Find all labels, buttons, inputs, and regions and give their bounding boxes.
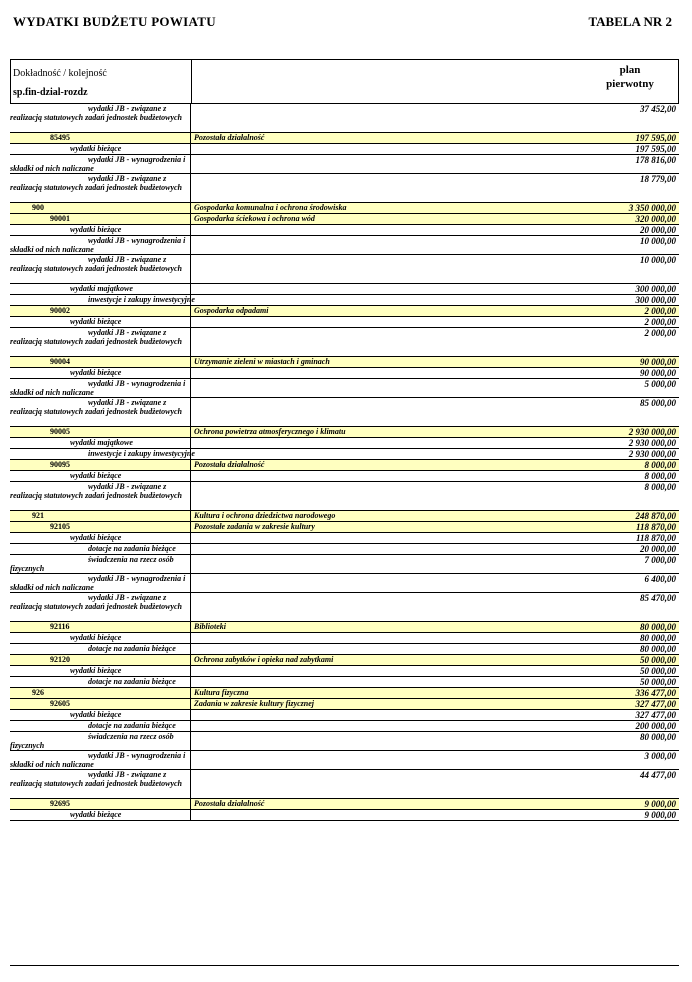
row-plan-value: 2 930 000,00 [628, 449, 676, 459]
row-plan-value: 10 000,00 [640, 255, 676, 265]
row-kind: wydatki JB - wynagrodzenia i składki od nich naliczane [10, 379, 186, 397]
row-code-cell [10, 357, 191, 367]
row-plan-value: 118 870,00 [635, 533, 676, 543]
row-name: Ochrona powietrza atmosferycznego i klimatu [194, 427, 346, 436]
row-plan-value: 80 000,00 [640, 644, 676, 654]
row-plan-value: 10 000,00 [640, 236, 676, 246]
row-kind: wydatki JB - związane z realizacją statutowych zadań jednostek budżetowych [10, 770, 183, 788]
row-plan-value: 80 000,00 [640, 633, 676, 643]
row-kind: wydatki bieżące [70, 810, 122, 819]
row-plan-value: 300 000,00 [635, 284, 676, 294]
row-plan-value: 197 595,00 [635, 133, 676, 143]
row-name: Pozostałe zadania w zakresie kultury [194, 522, 315, 531]
row-code: 92120 [50, 655, 70, 664]
expense-row [10, 593, 679, 622]
budget-table [10, 59, 679, 821]
row-plan-value: 90 000,00 [640, 357, 676, 367]
row-plan-value: 2 930 000,00 [628, 438, 676, 448]
row-plan-value: 50 000,00 [640, 655, 676, 665]
section-row [10, 799, 679, 810]
row-code-cell [10, 133, 191, 143]
row-kind: wydatki bieżące [70, 633, 122, 642]
row-kind: świadczenia na rzecz osób fizycznych [10, 732, 174, 750]
row-name: Zadania w zakresie kultury fizycznej [194, 699, 315, 708]
row-kind: wydatki bieżące [70, 666, 122, 675]
row-plan-value: 8 000,00 [644, 482, 676, 492]
row-plan-value: 197 595,00 [635, 144, 676, 154]
row-plan-value: 3 350 000,00 [628, 203, 676, 213]
row-kind: wydatki JB - związane z realizacją statutowych zadań jednostek budżetowych [10, 174, 183, 192]
row-plan-value: 6 400,00 [644, 574, 676, 584]
row-kind: wydatki JB - wynagrodzenia i składki od nich naliczane [10, 236, 186, 254]
row-plan-value: 118 870,00 [635, 522, 676, 532]
row-plan-value: 85 000,00 [640, 398, 676, 408]
code-column-header [11, 60, 192, 103]
row-kind: wydatki JB - związane z realizacją statutowych zadań jednostek budżetowych [10, 328, 183, 346]
row-code-cell [10, 214, 191, 224]
row-name: Pozostała działalność [194, 460, 265, 469]
row-plan-value: 327 477,00 [635, 699, 676, 709]
row-plan-value: 20 000,00 [640, 225, 676, 235]
row-plan-value: 50 000,00 [640, 677, 676, 687]
expense-row [10, 398, 679, 427]
row-code: 90001 [50, 214, 70, 223]
expense-row [10, 482, 679, 511]
plan-column-header [590, 63, 670, 91]
row-plan-value: 85 470,00 [640, 593, 676, 603]
row-plan-value: 90 000,00 [640, 368, 676, 378]
row-plan-value: 2 000,00 [644, 317, 676, 327]
row-plan-value: 2 000,00 [644, 306, 676, 316]
row-kind: dotacje na zadania bieżące [88, 721, 176, 730]
expense-row [10, 155, 679, 174]
row-kind: świadczenia na rzecz osób fizycznych [10, 555, 174, 573]
row-kind: wydatki JB - związane z realizacją statutowych zadań jednostek budżetowych [10, 104, 183, 122]
row-kind: wydatki JB - związane z realizacją statutowych zadań jednostek budżetowych [10, 398, 183, 416]
expense-row [10, 555, 679, 574]
row-plan-value: 7 000,00 [644, 555, 676, 565]
row-kind: wydatki bieżące [70, 471, 122, 480]
expense-row [10, 104, 679, 133]
row-plan-value: 8 000,00 [644, 471, 676, 481]
row-plan-value: 2 000,00 [644, 328, 676, 338]
section-row [10, 133, 679, 144]
section-row [10, 522, 679, 533]
row-name: Ochrona zabytków i opieka nad zabytkami [194, 655, 334, 664]
expense-row [10, 732, 679, 751]
row-kind: wydatki JB - związane z realizacją statutowych zadań jednostek budżetowych [10, 255, 183, 273]
row-code: 92695 [50, 799, 70, 808]
row-name: Gospodarka komunalna i ochrona środowiska [194, 203, 347, 212]
row-plan-value: 178 816,00 [635, 155, 676, 165]
row-kind: wydatki bieżące [70, 317, 122, 326]
row-kind: wydatki JB - wynagrodzenia i składki od nich naliczane [10, 751, 186, 769]
row-kind: inwestycje i zakupy inwestycyjne [88, 449, 195, 458]
row-plan-value: 80 000,00 [640, 622, 676, 632]
row-code: 92605 [50, 699, 70, 708]
row-code-cell [10, 306, 191, 316]
row-plan-value: 44 477,00 [640, 770, 676, 780]
row-name: Kultura i ochrona dziedzictwa narodowego [194, 511, 336, 520]
expense-row [10, 633, 679, 644]
row-code: 921 [32, 511, 44, 520]
expense-row [10, 644, 679, 655]
row-code-cell [10, 427, 191, 437]
page-title: WYDATKI BUDŻETU POWIATU [13, 14, 216, 29]
row-plan-value: 37 452,00 [640, 104, 676, 114]
table-number: TABELA NR 2 [588, 14, 672, 29]
row-name: Pozostała działalność [194, 799, 265, 808]
expense-row [10, 810, 679, 821]
expense-row [10, 770, 679, 799]
expense-row [10, 471, 679, 482]
code-label: sp.fin-dzial-rozdz [13, 87, 88, 98]
row-kind: wydatki bieżące [70, 368, 122, 377]
row-code-cell [10, 799, 191, 809]
expense-row [10, 677, 679, 688]
row-kind: dotacje na zadania bieżące [88, 644, 176, 653]
row-kind: wydatki JB - wynagrodzenia i składki od nich naliczane [10, 155, 186, 173]
expense-row [10, 174, 679, 203]
row-code-cell [10, 460, 191, 470]
expense-row [10, 438, 679, 449]
row-kind: wydatki bieżące [70, 533, 122, 542]
expense-row [10, 751, 679, 770]
section-row [10, 214, 679, 225]
expense-row [10, 666, 679, 677]
row-code: 92116 [50, 622, 70, 631]
row-code: 92105 [50, 522, 70, 531]
row-code: 90002 [50, 306, 70, 315]
plan-label-line1: plan [619, 64, 641, 76]
section-row [10, 655, 679, 666]
row-kind: wydatki majątkowe [70, 284, 133, 293]
expense-row [10, 255, 679, 284]
expense-row [10, 721, 679, 732]
row-name: Gospodarka ściekowa i ochrona wód [194, 214, 315, 223]
row-code: 90095 [50, 460, 70, 469]
row-plan-value: 200 000,00 [635, 721, 676, 731]
section-row [10, 306, 679, 317]
row-plan-value: 8 000,00 [644, 460, 676, 470]
section-row [10, 622, 679, 633]
expense-row [10, 317, 679, 328]
row-code-cell [10, 655, 191, 665]
expense-row [10, 574, 679, 593]
row-plan-value: 336 477,00 [635, 688, 676, 698]
expense-row [10, 328, 679, 357]
row-name: Kultura fizyczna [194, 688, 249, 697]
row-plan-value: 80 000,00 [640, 732, 676, 742]
expense-row [10, 236, 679, 255]
row-plan-value: 2 930 000,00 [628, 427, 676, 437]
row-kind: wydatki bieżące [70, 225, 122, 234]
row-kind: dotacje na zadania bieżące [88, 544, 176, 553]
row-plan-value: 9 000,00 [644, 799, 676, 809]
detail-label: Dokładność / kolejność [13, 68, 107, 79]
plan-label-line2: pierwotny [606, 78, 654, 90]
row-kind: wydatki JB - związane z realizacją statutowych zadań jednostek budżetowych [10, 593, 183, 611]
expense-row [10, 368, 679, 379]
row-kind: inwestycje i zakupy inwestycyjne [88, 295, 195, 304]
row-plan-value: 18 779,00 [640, 174, 676, 184]
row-kind: wydatki JB - związane z realizacją statutowych zadań jednostek budżetowych [10, 482, 183, 500]
row-plan-value: 50 000,00 [640, 666, 676, 676]
row-plan-value: 248 870,00 [635, 511, 676, 521]
row-plan-value: 20 000,00 [640, 544, 676, 554]
row-kind: wydatki bieżące [70, 710, 122, 719]
expense-row [10, 284, 679, 295]
row-code-cell [10, 699, 191, 709]
column-header [10, 59, 679, 104]
section-row [10, 460, 679, 471]
expense-row [10, 144, 679, 155]
row-plan-value: 3 000,00 [644, 751, 676, 761]
table-body [10, 104, 679, 821]
expense-row [10, 379, 679, 398]
row-code: 926 [32, 688, 44, 697]
row-plan-value: 9 000,00 [644, 810, 676, 820]
row-plan-value: 300 000,00 [635, 295, 676, 305]
expense-row [10, 544, 679, 555]
row-name: Gospodarka odpadami [194, 306, 269, 315]
row-code-cell [10, 622, 191, 632]
row-plan-value: 327 477,00 [635, 710, 676, 720]
row-kind: wydatki majątkowe [70, 438, 133, 447]
section-row [10, 699, 679, 710]
row-code: 90004 [50, 357, 70, 366]
row-kind: wydatki bieżące [70, 144, 122, 153]
row-code-cell [10, 522, 191, 532]
section-row [10, 357, 679, 368]
row-name: Pozostała działalność [194, 133, 265, 142]
section-row [10, 427, 679, 438]
row-code: 900 [32, 203, 44, 212]
row-name: Utrzymanie zieleni w miastach i gminach [194, 357, 330, 366]
row-kind: wydatki JB - wynagrodzenia i składki od nich naliczane [10, 574, 186, 592]
expense-row [10, 710, 679, 721]
expense-row [10, 295, 679, 306]
row-code: 90005 [50, 427, 70, 436]
department-row [10, 511, 679, 522]
expense-row [10, 449, 679, 460]
row-plan-value: 5 000,00 [644, 379, 676, 389]
department-row [10, 203, 679, 214]
department-row [10, 688, 679, 699]
row-name: Biblioteki [194, 622, 226, 631]
row-plan-value: 320 000,00 [635, 214, 676, 224]
expense-row [10, 225, 679, 236]
page-bottom-rule [10, 965, 679, 966]
row-kind: dotacje na zadania bieżące [88, 677, 176, 686]
expense-row [10, 533, 679, 544]
row-code: 85495 [50, 133, 70, 142]
